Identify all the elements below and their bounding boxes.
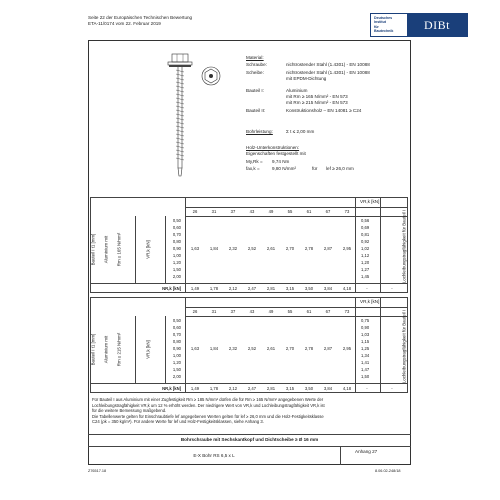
table-2-bearing: 0,75 — [361, 318, 370, 323]
table-1-side-label: Rm ≥ 165 N/mm² — [116, 232, 122, 267]
table-2-cell: 1,63 — [190, 346, 200, 351]
header-line-1: Seite 22 der Europäischen Technischen Bewertung — [88, 15, 193, 20]
table-2-cell: 2,70 — [285, 346, 295, 351]
table-2-nr: 3,50 — [304, 386, 314, 391]
table-1-nr-label: NR,k [kN] — [162, 286, 181, 291]
table-2-nr: 2,81 — [266, 386, 276, 391]
table-1-row-label: 0,70 — [172, 232, 181, 237]
table-2-col: 49 — [268, 309, 274, 314]
table-1-row-label: 0,50 — [172, 218, 181, 223]
table-2-right-label: Lochleibungstragfähigkeit für Bauteil I — [401, 309, 407, 384]
table-1-bearing: 0,81 — [361, 232, 370, 237]
table-2-nr: - — [366, 386, 368, 391]
table-1-side-label: VR,k [kN] — [145, 240, 151, 259]
table-2-bearing: 0,90 — [361, 325, 370, 330]
table-2-row-label: 0,70 — [172, 332, 181, 337]
table-1-nr: - — [391, 286, 393, 291]
screw-drawing — [145, 50, 225, 190]
product-name: E-X Bohr RS 6,5 x L — [193, 453, 235, 458]
table-2-col: 55 — [287, 309, 293, 314]
table-2-nr: 2,47 — [247, 386, 257, 391]
table-2-cell: 2,52 — [247, 346, 257, 351]
table-1-row-label: 1,50 — [172, 267, 181, 272]
table-1-nr: 3,84 — [323, 286, 333, 291]
table-1-row-label: 0,60 — [172, 225, 181, 230]
footer-left-code: Z76517.18 — [88, 469, 107, 473]
table-2-side-label: Aluminium mit — [103, 335, 109, 364]
table-1-nr: 2,12 — [228, 286, 238, 291]
table-1-cell: 2,32 — [228, 246, 238, 251]
my-value: 9,74 Nm — [272, 159, 290, 164]
table-1-col: 73 — [344, 209, 350, 214]
annex-number: Anhang 27 — [355, 449, 378, 454]
table-1-cell: 2,78 — [304, 246, 314, 251]
table-1-bearing: 1,20 — [361, 260, 370, 265]
fax-cond: für — [312, 166, 318, 171]
table-2-bearing: 1,41 — [361, 360, 370, 365]
my-label: My,Rk = — [246, 159, 263, 164]
table-2-bearing: 1,50 — [361, 374, 370, 379]
table-2-col: 26 — [192, 309, 198, 314]
table-1-bearing: 0,69 — [361, 225, 370, 230]
table-1-col: 43 — [249, 209, 255, 214]
table-1-row-label: 1,20 — [172, 260, 181, 265]
table-1-cell: 2,52 — [247, 246, 257, 251]
table-1-bearing: 1,12 — [361, 253, 370, 258]
header-line-2: ETA-11/0174 vom 22. Februar 2019 — [88, 21, 161, 26]
bohrleistung-label: Bohrleistung: — [246, 129, 273, 134]
table-2-row-label: 2,00 — [172, 374, 181, 379]
table-1-col: 55 — [287, 209, 293, 214]
table-2-cell: 2,32 — [228, 346, 238, 351]
table-2-row-label: 1,00 — [172, 353, 181, 358]
table-1-col: 49 — [268, 209, 274, 214]
table-2-col: 67 — [325, 309, 331, 314]
table-2-cell: 2,61 — [266, 346, 276, 351]
table-1-side-label: Bauteil I t1 [mm] — [90, 233, 96, 266]
table-1-row-label: 0,90 — [172, 246, 181, 251]
table-1-cell: 2,70 — [285, 246, 295, 251]
table-2-row-label: 0,60 — [172, 325, 181, 330]
table-1-cell: 2,61 — [266, 246, 276, 251]
table-1-nr: 3,50 — [304, 286, 314, 291]
table-2-nr-label: NR,k [kN] — [162, 386, 181, 391]
table-2-nr: - — [391, 386, 393, 391]
table-2-col: 73 — [344, 309, 350, 314]
table-2-col: 61 — [306, 309, 312, 314]
table-2-bearing: 1,34 — [361, 353, 370, 358]
table-1-col: 26 — [192, 209, 198, 214]
table-1-unit: VR,k [kN] — [360, 199, 380, 204]
table-2-bearing: 1,03 — [361, 332, 370, 337]
table-2-nr: 1,78 — [209, 386, 219, 391]
lef-value: lef ≥ 26,0 mm — [326, 166, 354, 171]
table-1-nr: 4,18 — [342, 286, 352, 291]
table-2-row-label: 0,80 — [172, 339, 181, 344]
holz-subtitle: Eigenschaften festgestellt mit — [246, 151, 306, 156]
fax-value: 9,80 N/mm² — [272, 166, 296, 171]
table-2-row-label: 0,50 — [172, 318, 181, 323]
dibt-logo: Deutsches Institut für Bautechnik DIBt — [370, 13, 468, 37]
table-1-cell: 2,95 — [342, 246, 352, 251]
table-1-nr: 2,81 — [266, 286, 276, 291]
table-1-cell: 1,63 — [190, 246, 200, 251]
document-header — [88, 15, 192, 27]
table-1-cell: 2,87 — [323, 246, 333, 251]
table-2-cell: 2,95 — [342, 346, 352, 351]
product-title: Bohrschraube mit Sechskantkopf und Dichtscheibe ≥ Ø 16 mm — [180, 437, 319, 442]
holz-title: Holz-Unterkonstruktionen: — [246, 145, 300, 150]
fax-label: fax,k = — [246, 166, 260, 171]
table-2-nr: 4,18 — [342, 386, 352, 391]
table-1-nr: 3,15 — [285, 286, 295, 291]
table-1-row-label: 1,00 — [172, 253, 181, 258]
table-1-bearing: 0,92 — [361, 239, 370, 244]
table-2-col: 31 — [211, 309, 217, 314]
table-2-bearing: 1,15 — [361, 339, 370, 344]
table-1-nr: 2,47 — [247, 286, 257, 291]
table-1-side-label: Aluminium mit — [103, 235, 109, 264]
table-2-col: 43 — [249, 309, 255, 314]
table-2-nr: 3,15 — [285, 386, 295, 391]
table-1-right-label: Lochleibungstragfähigkeit für Bauteil I — [401, 209, 407, 284]
table-2-nr: 1,49 — [190, 386, 200, 391]
bohrleistung-value: Σ t ≤ 2,00 mm — [286, 129, 315, 134]
table-1-cell: 1,84 — [209, 246, 219, 251]
table-2-cell: 1,84 — [209, 346, 219, 351]
table-2-row-label: 0,90 — [172, 346, 181, 351]
table-2-side-label: VR,k [kN] — [145, 340, 151, 359]
table-1-col: 67 — [325, 209, 331, 214]
notes: Für Bauteil I aus Aluminium mit einer Zugfestigkeit Rm ≥ 185 N/mm² dürfen die für Rm ≥ 165 N/mm² angegebenen Werte der Lochleibungstragfähigkeit VR,k um 12 % erhöht werden. Der niedrigere Wert von VR,k und Lochleibungstragfähigkeit VR,k ist für die weitere Bemessung maßgebend. Die Tabellenwerte gelten für Einschraubtiefe lef angegebenen Werten gelten für lef ≥ 26,0 mm und die Holz-Festigkeitsklasse C24 (ρk = 350 kg/m³). Für andere Werte für lef und Holz-Festigkeitsklassen, siehe Anhang 3. — [92, 397, 325, 424]
table-2-cell: 2,87 — [323, 346, 333, 351]
table-2-row-label: 1,20 — [172, 360, 181, 365]
table-1-col: 31 — [211, 209, 217, 214]
table-1-bearing: 1,27 — [361, 267, 370, 272]
table-1-col: 61 — [306, 209, 312, 214]
footer-right-code: 8.06.02-248/18 — [375, 469, 401, 473]
table-2-side-label: Bauteil I t1 [mm] — [90, 333, 96, 366]
table-2-side-label: Rm ≥ 215 N/mm² — [116, 332, 122, 367]
table-1-nr: - — [366, 286, 368, 291]
table-1-col: 37 — [230, 209, 236, 214]
table-2-bearing: 1,47 — [361, 367, 370, 372]
table-2-row-label: 1,50 — [172, 367, 181, 372]
table-2-col: 37 — [230, 309, 236, 314]
table-1-nr: 1,78 — [209, 286, 219, 291]
table-1-nr: 1,49 — [190, 286, 200, 291]
table-1-row-label: 0,80 — [172, 239, 181, 244]
table-2-cell: 2,78 — [304, 346, 314, 351]
table-2-unit: VR,k [kN] — [360, 299, 380, 304]
table-1-row-label: 2,00 — [172, 274, 181, 279]
table-2-nr: 2,12 — [228, 386, 238, 391]
material-title: Material: — [246, 55, 264, 60]
table-1-bearing: 1,45 — [361, 274, 370, 279]
table-1-bearing: 1,02 — [361, 246, 370, 251]
table-2-bearing: 1,25 — [361, 346, 370, 351]
table-2-nr: 3,84 — [323, 386, 333, 391]
table-1-bearing: 0,56 — [361, 218, 370, 223]
